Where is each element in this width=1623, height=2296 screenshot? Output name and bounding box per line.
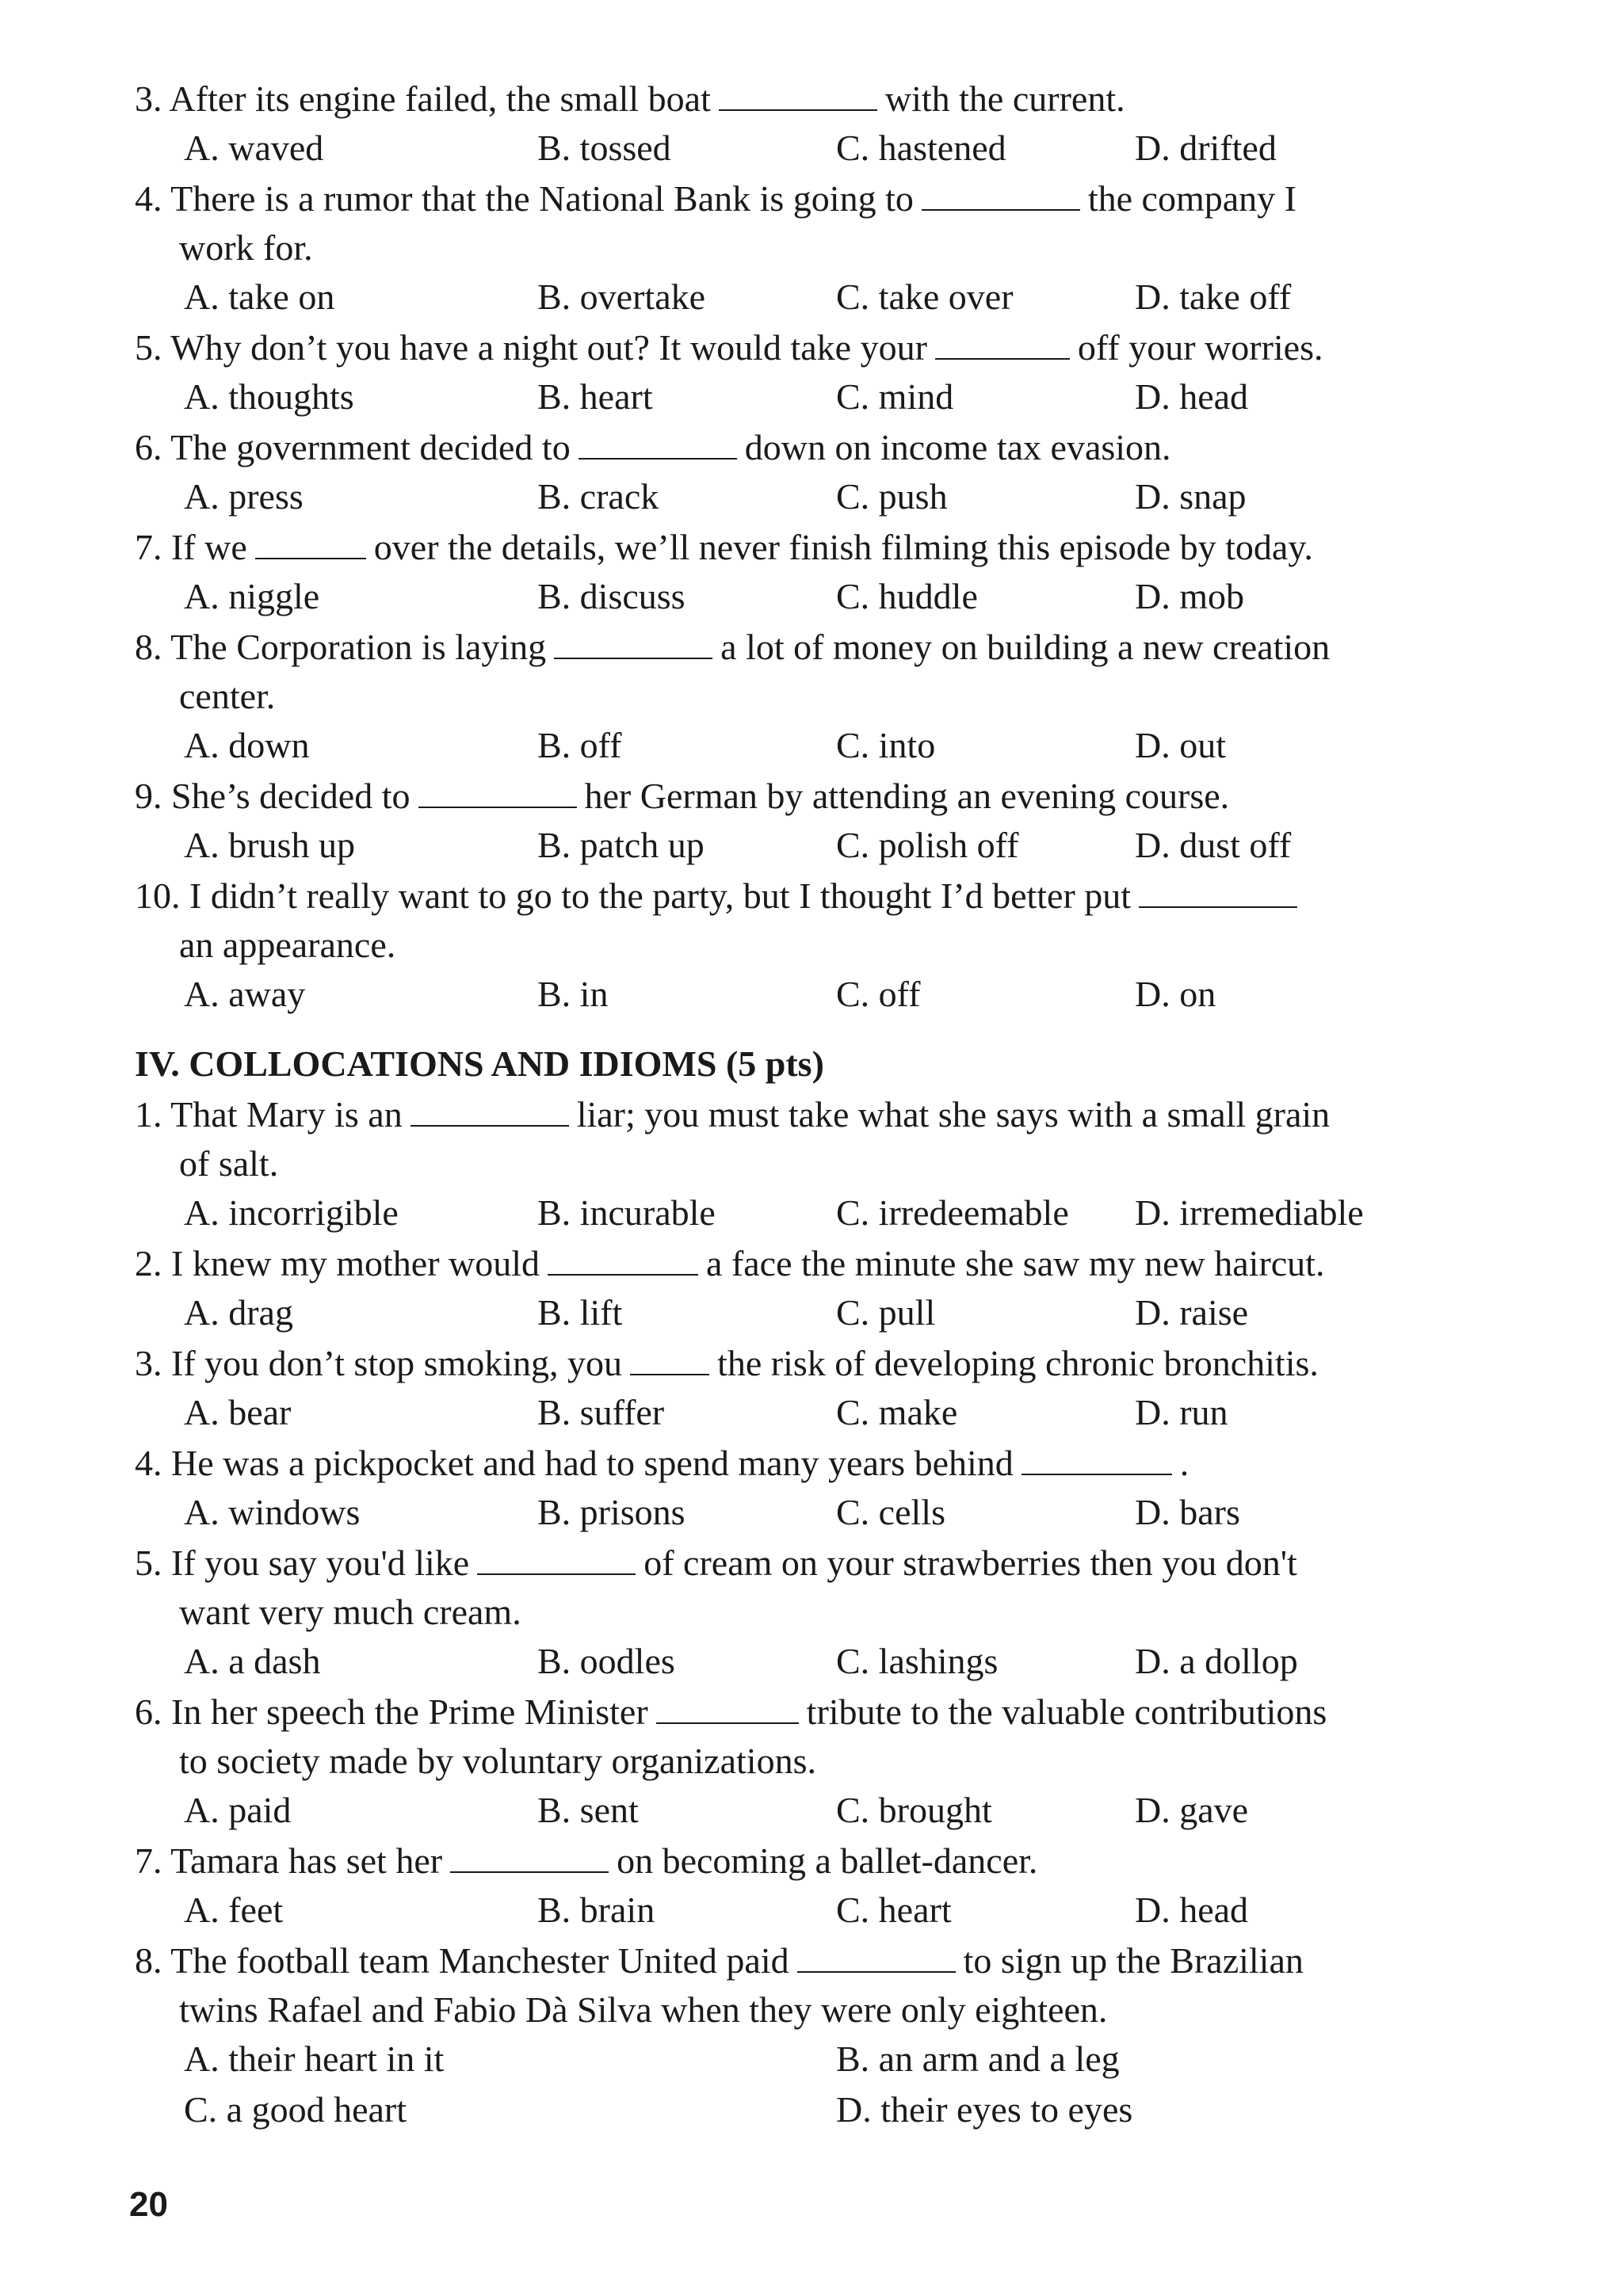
answer-blank[interactable]: [719, 74, 877, 111]
answer-blank[interactable]: [477, 1539, 636, 1575]
option-b[interactable]: B. incurable: [537, 1192, 716, 1233]
question-iv-3: 3. If you don’t stop smoking, you the risk of developing chronic bronchitis.: [135, 1339, 1474, 1388]
option-a[interactable]: A. windows: [184, 1492, 361, 1532]
question-5: 5. Why don’t you have a night out? It would take your off your worries.: [135, 323, 1474, 372]
option-b[interactable]: B. sent: [537, 1790, 639, 1830]
option-d[interactable]: D. head: [1135, 376, 1249, 417]
answer-blank[interactable]: [554, 623, 712, 659]
options-iv-q6: [184, 1786, 1484, 1835]
question-iv-6: 6. In her speech the Prime Minister tribute to the valuable contributions to society made by voluntary organizations.: [135, 1688, 1474, 1786]
options-iv-q5: [184, 1637, 1484, 1686]
question-7: 7. If we over the details, we’ll never finish filming this episode by today.: [135, 523, 1474, 572]
option-a[interactable]: A. take on: [184, 277, 335, 317]
option-b[interactable]: B. oodles: [537, 1641, 675, 1681]
answer-blank[interactable]: [656, 1688, 799, 1724]
answer-blank[interactable]: [255, 523, 366, 559]
option-b[interactable]: B. prisons: [537, 1492, 685, 1532]
option-b[interactable]: B. off: [537, 725, 622, 765]
option-d[interactable]: D. drifted: [1135, 128, 1277, 168]
option-c[interactable]: C. pull: [836, 1292, 936, 1333]
option-b[interactable]: B. discuss: [537, 576, 685, 616]
option-d[interactable]: D. raise: [1135, 1292, 1249, 1333]
option-a[interactable]: A. incorrigible: [184, 1192, 399, 1233]
question-iv-8: 8. The football team Manchester United paid to sign up the Brazilian twins Rafael and Fabio Dà Silva when they were only eighteen.: [135, 1936, 1474, 2035]
question-iv-7: 7. Tamara has set her on becoming a ballet-dancer.: [135, 1836, 1474, 1886]
option-b[interactable]: B. lift: [537, 1292, 623, 1333]
answer-blank[interactable]: [935, 323, 1070, 360]
option-b[interactable]: B. overtake: [537, 277, 706, 317]
option-b[interactable]: B. crack: [537, 476, 659, 517]
option-d[interactable]: D. dust off: [1135, 825, 1292, 865]
option-c[interactable]: C. into: [836, 725, 936, 765]
options-q3: [184, 124, 1484, 173]
answer-blank[interactable]: [579, 423, 737, 460]
option-c[interactable]: C. brought: [836, 1790, 992, 1830]
option-b[interactable]: B. an arm and a leg: [836, 2039, 1120, 2079]
option-a[interactable]: A. drag: [184, 1292, 293, 1333]
options-q6: [184, 472, 1484, 521]
option-d[interactable]: D. irremediable: [1135, 1192, 1364, 1233]
option-d[interactable]: D. bars: [1135, 1492, 1240, 1532]
options-q9: [184, 821, 1484, 870]
option-d[interactable]: D. head: [1135, 1890, 1249, 1930]
option-d[interactable]: D. snap: [1135, 476, 1247, 517]
options-iv-q1: [184, 1188, 1484, 1238]
question-4: 4. There is a rumor that the National Bank is going to the company I work for.: [135, 174, 1474, 273]
option-d[interactable]: D. their eyes to eyes: [836, 2089, 1133, 2130]
question-9: 9. She’s decided to her German by attending an evening course.: [135, 772, 1474, 821]
answer-blank[interactable]: [630, 1339, 709, 1375]
answer-blank[interactable]: [1139, 871, 1297, 908]
options-iv-q2: [184, 1288, 1484, 1337]
options-iv-q3: [184, 1388, 1484, 1437]
option-d[interactable]: D. gave: [1135, 1790, 1249, 1830]
option-a[interactable]: A. brush up: [184, 825, 355, 865]
option-c[interactable]: C. cells: [836, 1492, 945, 1532]
option-b[interactable]: B. heart: [537, 376, 653, 417]
option-a[interactable]: A. away: [184, 974, 306, 1014]
option-c[interactable]: C. push: [836, 476, 948, 517]
options-iv-q8-row2: [184, 2085, 1484, 2134]
option-c[interactable]: C. polish off: [836, 825, 1019, 865]
option-a[interactable]: A. paid: [184, 1790, 292, 1830]
option-c[interactable]: C. lashings: [836, 1641, 999, 1681]
option-a[interactable]: A. thoughts: [184, 376, 354, 417]
question-10: 10. I didn’t really want to go to the party, but I thought I’d better put an appearance.: [135, 871, 1474, 970]
option-a[interactable]: A. niggle: [184, 576, 320, 616]
option-a[interactable]: A. feet: [184, 1890, 284, 1930]
question-3: 3. After its engine failed, the small boat with the current.: [135, 74, 1474, 124]
answer-blank[interactable]: [411, 1090, 569, 1127]
option-a[interactable]: A. down: [184, 725, 310, 765]
answer-blank[interactable]: [548, 1239, 698, 1276]
option-a[interactable]: A. press: [184, 476, 304, 517]
option-a[interactable]: A. a dash: [184, 1641, 321, 1681]
option-b[interactable]: B. in: [537, 974, 609, 1014]
options-iv-q4: [184, 1488, 1484, 1537]
option-a[interactable]: A. bear: [184, 1392, 292, 1432]
question-iv-4: 4. He was a pickpocket and had to spend many years behind .: [135, 1439, 1474, 1488]
option-c[interactable]: C. make: [836, 1392, 958, 1432]
option-c[interactable]: C. irredeemable: [836, 1192, 1069, 1233]
option-c[interactable]: C. a good heart: [184, 2089, 407, 2130]
answer-blank[interactable]: [922, 174, 1080, 211]
option-d[interactable]: D. on: [1135, 974, 1216, 1014]
option-c[interactable]: C. hastened: [836, 128, 1006, 168]
options-iv-q8-row1: [184, 2035, 1484, 2084]
options-q5: [184, 372, 1484, 421]
options-q4: [184, 273, 1484, 322]
option-b[interactable]: B. suffer: [537, 1392, 665, 1432]
question-8: 8. The Corporation is laying a lot of money on building a new creation center.: [135, 623, 1474, 721]
option-d[interactable]: D. run: [1135, 1392, 1228, 1432]
option-c[interactable]: C. huddle: [836, 576, 978, 616]
page-number: 20: [129, 2185, 168, 2224]
option-b[interactable]: B. brain: [537, 1890, 655, 1930]
answer-blank[interactable]: [418, 772, 577, 808]
option-d[interactable]: D. out: [1135, 725, 1226, 765]
option-d[interactable]: D. mob: [1135, 576, 1244, 616]
option-d[interactable]: D. a dollop: [1135, 1641, 1298, 1681]
options-q7: [184, 572, 1484, 621]
option-a[interactable]: A. waved: [184, 128, 324, 168]
option-c[interactable]: C. mind: [836, 376, 954, 417]
answer-blank[interactable]: [450, 1836, 609, 1873]
question-iv-1: 1. That Mary is an liar; you must take what she says with a small grain of salt.: [135, 1090, 1474, 1188]
option-d[interactable]: D. take off: [1135, 277, 1292, 317]
option-c[interactable]: C. off: [836, 974, 921, 1014]
option-b[interactable]: B. tossed: [537, 128, 671, 168]
section-heading: IV. COLLOCATIONS AND IDIOMS (5 pts): [135, 1043, 824, 1084]
question-iv-5: 5. If you say you'd like of cream on your strawberries then you don't want very much cream.: [135, 1539, 1474, 1637]
question-6: 6. The government decided to down on income tax evasion.: [135, 423, 1474, 472]
option-a[interactable]: A. their heart in it: [184, 2039, 445, 2079]
option-b[interactable]: B. patch up: [537, 825, 705, 865]
option-c[interactable]: C. heart: [836, 1890, 952, 1930]
options-q8: [184, 721, 1484, 770]
answer-blank[interactable]: [797, 1936, 956, 1973]
answer-blank[interactable]: [1022, 1439, 1172, 1475]
question-iv-2: 2. I knew my mother would a face the minute she saw my new haircut.: [135, 1239, 1474, 1288]
options-iv-q7: [184, 1886, 1484, 1935]
option-c[interactable]: C. take over: [836, 277, 1014, 317]
options-q10: [184, 970, 1484, 1019]
